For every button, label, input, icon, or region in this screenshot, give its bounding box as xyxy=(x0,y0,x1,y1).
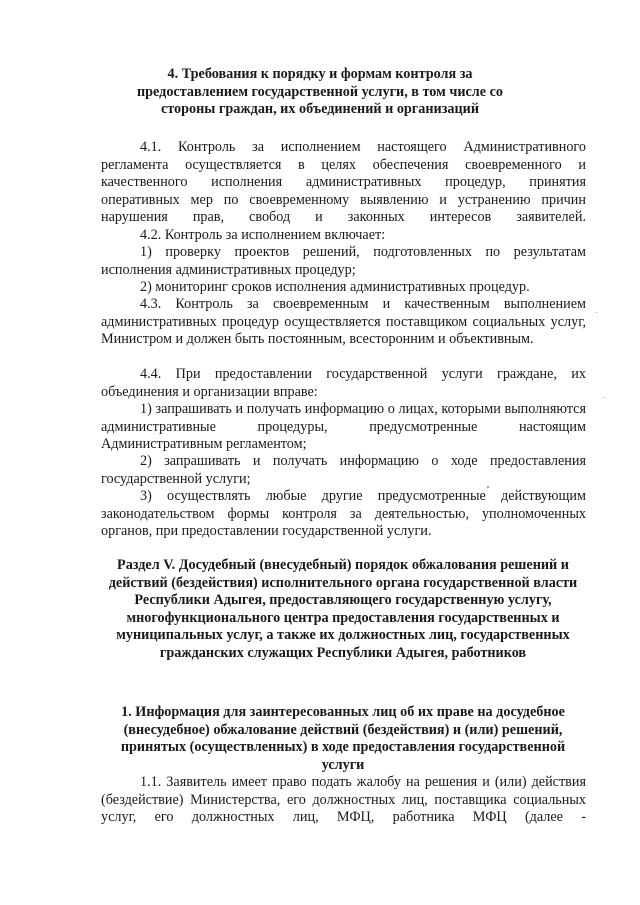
scan-speck xyxy=(596,312,597,313)
paragraph-1-1: 1.1. Заявитель имеет право подать жалобу на решения и (или) действия (бездействие) Министерства, его должностных лиц, поставщика социальных услуг, его должностных лиц, МФЦ, работника МФЦ (далее - xyxy=(101,774,586,825)
paragraph-4-4-item-3: 3) осуществлять любые другие предусмотренные действующим законодательством формы контроля за деятельностью, уполномоченных органов, при предоставлении государственной услуги. xyxy=(101,488,586,539)
paragraph-4-2-item-1: 1) проверку проектов решений, подготовленных по результатам исполнения административных процедур; xyxy=(101,244,586,278)
paragraph-4-3: 4.3. Контроль за своевременным и качественным выполнением административных процедур осуществляется поставщиком социальных услуг, Министром и должен быть постоянным, всесторонним и объективным. xyxy=(101,296,586,347)
paragraph-4-2: 4.2. Контроль за исполнением включает: xyxy=(140,227,386,243)
paragraph-4-4: 4.4. При предоставлении государственной услуги граждане, их объединения и организации вправе: xyxy=(101,366,586,400)
subsection-1-heading: 1. Информация для заинтересованных лиц об их праве на досудебное (внесудебное) обжалование действий (бездействия) и (или) решений, принятых (осуществленных) в ходе предоставления государственной услуги xyxy=(120,704,566,773)
paragraph-4-1: 4.1. Контроль за исполнением настоящего Административного регламента осуществляется в целях обеспечения своевременного и качественного исполнения административных процедур, принятия оперативных мер по своевременному выявлению и устранению причин нарушения прав, свобод и законных интересов заявителей. xyxy=(101,139,586,225)
scan-speck xyxy=(603,397,604,398)
paragraph-4-4-item-2: 2) запрашивать и получать информацию о ходе предоставления государственной услуги; xyxy=(101,453,586,487)
scan-speck xyxy=(487,486,489,488)
paragraph-4-4-item-1: 1) запрашивать и получать информацию о лицах, которыми выполняются административные процедуры, предусмотренные настоящим Административным регламентом; xyxy=(101,401,586,452)
section-5-heading: Раздел V. Досудебный (внесудебный) порядок обжалования решений и действий (бездействия) исполнительного органа государственной власти Республики Адыгея, предоставляющего государственную услугу, многофункционального центра предоставления государственных и муниципальных услуг, а также их должностных лиц, государственных гражданских служащих Республики Адыгея, работников xyxy=(108,557,578,661)
section-4-heading: 4. Требования к порядку и формам контроля за предоставлением государственной услуги, в том числе со стороны граждан, их объединений и организаций xyxy=(136,66,504,117)
paragraph-4-2-item-2: 2) мониторинг сроков исполнения административных процедур. xyxy=(140,279,530,295)
